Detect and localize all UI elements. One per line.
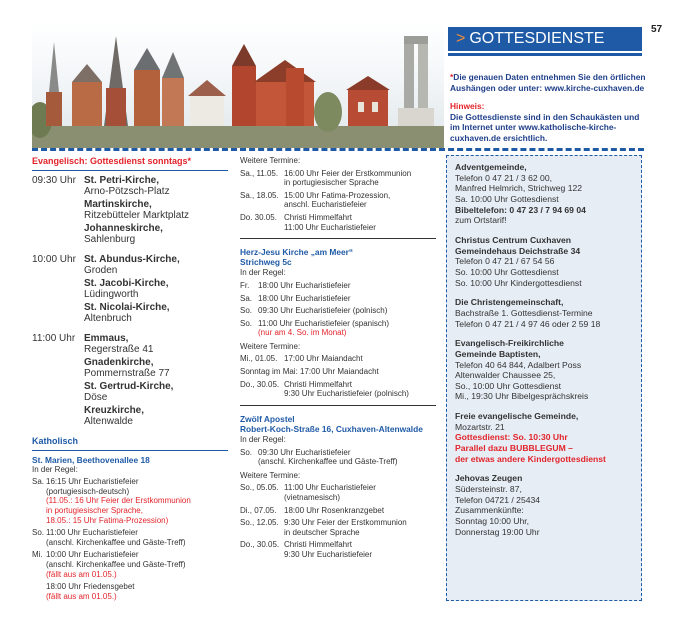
community-line: zum Ortstarif! xyxy=(455,215,507,226)
entry-line: in deutscher Sprache xyxy=(284,527,360,537)
church-name: St. Jacobi-Kirche, xyxy=(84,277,169,289)
divider xyxy=(240,238,436,239)
community-line: Mi., 19:30 Uhr Bibelgesprächskreis xyxy=(455,391,589,402)
entry-day: Di., 07.05. xyxy=(240,505,277,515)
community-line: Parallel dazu BUBBLEGUM – xyxy=(455,443,573,454)
entry-text xyxy=(284,540,436,559)
entry-day: Sa., 18.05. xyxy=(240,190,279,200)
entry-line: (vietnamesisch) xyxy=(284,492,341,502)
community-line: Altenwalder Chaussee 25, xyxy=(455,370,556,381)
entry-line: 16:15 Uhr Eucharistiefeier xyxy=(46,477,139,487)
churches-illustration xyxy=(32,22,444,148)
zwoelf-apostel-name: Zwölf Apostel xyxy=(240,413,295,424)
regel-label: In der Regel: xyxy=(240,435,286,444)
entry-day: So. xyxy=(240,306,253,316)
house xyxy=(190,96,224,126)
herz-jesu-weitere xyxy=(240,354,436,398)
entry-day: Do., 30.05. xyxy=(240,540,280,550)
service-entry xyxy=(240,380,436,399)
church-tower xyxy=(134,70,160,126)
community-block xyxy=(455,411,633,464)
other-communities-box xyxy=(446,155,642,601)
community-line: Telefon 0 47 21 / 67 54 56 xyxy=(455,256,555,267)
entry-note: (nur am 4. So. im Monat) xyxy=(258,328,347,338)
entry-text xyxy=(284,518,436,537)
info-note-text: Die genauen Daten entnehmen Sie den örtlichen Aushängen oder unter: www.kirche-cuxhaven.de xyxy=(450,72,646,93)
entry-line: 9:30 Uhr Feier der Erstkommunion xyxy=(284,518,407,528)
entry-day: Sa. xyxy=(32,477,45,487)
entry-text xyxy=(46,528,228,547)
entry-line: 18:00 Uhr Eucharistiefeier xyxy=(258,293,351,303)
entry-note: (11.05.: 16 Uhr Feier der Erstkommunion xyxy=(46,496,191,506)
entry-text xyxy=(284,354,436,364)
community-line: Mozartstr. 21 xyxy=(455,421,505,432)
entry-line: anschl. Eucharistiefeier xyxy=(284,200,367,210)
community-line: Christus Centrum Cuxhaven xyxy=(455,234,572,245)
entry-day xyxy=(32,582,46,601)
church-name: Gnadenkirche, xyxy=(84,356,154,368)
service-entry xyxy=(240,213,436,232)
entry-text xyxy=(258,294,436,304)
church-name: St. Gertrud-Kirche, xyxy=(84,380,174,392)
entry-line: 17:00 Uhr Maiandacht xyxy=(284,354,363,364)
church-place: Altenbruch xyxy=(84,313,132,325)
entry-note: in portugiesischer Sprache, xyxy=(46,506,143,516)
service-time-group xyxy=(32,175,228,247)
zwoelf-apostel-weitere xyxy=(240,483,436,559)
community-line: Gemeinde Baptisten, xyxy=(455,348,541,359)
church-place: Groden xyxy=(84,265,118,277)
entry-line: (portugiesisch-deutsch) xyxy=(46,486,130,496)
entry-line: in portugiesischer Sprache xyxy=(284,178,379,188)
church-name: Martinskirche, xyxy=(84,198,152,210)
entry-day: Mi. xyxy=(32,550,43,560)
entry-line: Christi Himmelfahrt xyxy=(284,540,353,550)
service-entry xyxy=(240,294,436,304)
church-place: Arno-Pötzsch-Platz xyxy=(84,186,170,198)
service-entry xyxy=(240,540,436,559)
community-line: Telefon 40 64 844, Adalbert Poss xyxy=(455,359,582,370)
entry-text xyxy=(284,483,436,502)
church-name: Kreuzkirche, xyxy=(84,404,145,416)
community-block xyxy=(455,473,633,537)
entry-line: 15:00 Uhr Fatima-Prozession, xyxy=(284,190,391,200)
community-block xyxy=(455,162,633,226)
service-time: 09:30 Uhr xyxy=(32,174,76,186)
church-tower xyxy=(232,66,256,126)
community-block xyxy=(455,338,633,402)
entry-line: 11:00 Uhr Eucharistiefeier xyxy=(46,528,138,538)
community-line: Telefon 0 47 21 / 4 97 46 oder 2 59 18 xyxy=(455,318,601,329)
service-entry xyxy=(240,191,436,210)
church-place: Döse xyxy=(84,392,108,404)
zwoelf-apostel-street: Robert-Koch-Straße 16, Cuxhaven-Altenwalde xyxy=(240,423,423,434)
church-list xyxy=(84,333,228,429)
entry-text xyxy=(379,367,436,377)
st-marien-entries xyxy=(32,477,228,601)
community-block xyxy=(455,235,633,288)
service-entry xyxy=(32,528,228,547)
service-entry xyxy=(32,582,228,601)
service-time-group xyxy=(32,254,228,326)
church-list xyxy=(84,254,228,326)
entry-line: 09:30 Uhr Eucharistiefeier xyxy=(258,447,351,457)
church-place: Ritzebütteler Marktplatz xyxy=(84,210,190,222)
katholisch-title: Katholisch xyxy=(32,435,79,446)
entry-text xyxy=(46,582,228,601)
modern-church xyxy=(348,90,388,126)
entry-line: 18:00 Uhr Rosenkranzgebet xyxy=(284,505,385,515)
entry-day: So. xyxy=(240,447,253,457)
st-marien-name: St. Marien, Beethovenallee 18 xyxy=(32,454,150,465)
hint-note xyxy=(450,101,650,143)
entry-note: (fällt aus am 01.05.) xyxy=(46,591,117,601)
evangelisch-services xyxy=(32,175,228,429)
churches-photo-collage xyxy=(32,22,444,148)
hint-label: Hinweis: xyxy=(450,101,485,111)
church-place: Lüdingworth xyxy=(84,289,139,301)
entry-day: So., 05.05. xyxy=(240,483,279,493)
zwoelf-apostel-entries xyxy=(240,448,436,467)
church-name: St. Abundus-Kirche, xyxy=(84,253,180,265)
column-evangelisch xyxy=(32,156,228,604)
herz-jesu-entries xyxy=(240,281,436,338)
weitere-termine-label: Weitere Termine: xyxy=(240,341,301,351)
service-entry xyxy=(240,367,436,377)
entry-text xyxy=(46,477,228,525)
church-name: Johanneskirche, xyxy=(84,222,163,234)
entry-line: (anschl. Kirchenkaffee und Gäste-Treff) xyxy=(46,560,186,570)
service-time: 11:00 Uhr xyxy=(32,332,76,344)
hint-text: Die Gottesdienste sind in den Schaukästen und im Internet unter www.katholische-kirche-cuxhaven.de ersichtlich. xyxy=(450,111,640,143)
community-line: Gottesdienst: So. 10:30 Uhr xyxy=(455,432,568,443)
community-line: Bachstraße 1. Gottesdienst-Termine xyxy=(455,307,593,318)
church-place: Pommernstraße 77 xyxy=(84,368,170,380)
community-line: So. 10:00 Uhr Gottesdienst xyxy=(455,266,559,277)
entry-text xyxy=(284,380,436,399)
community-line: Bibeltelefon: 0 47 23 / 7 94 69 04 xyxy=(455,204,586,215)
herz-jesu-name: Herz-Jesu Kirche „am Meer“ xyxy=(240,247,354,258)
entry-day: Sa. xyxy=(240,293,253,303)
service-entry xyxy=(32,477,228,525)
page-number: 57 xyxy=(651,24,663,35)
entry-line: 10:00 Uhr Eucharistiefeier xyxy=(46,550,139,560)
entry-line: 11:00 Uhr Eucharistiefeier (spanisch) xyxy=(258,318,390,328)
entry-day: Do. 30.05. xyxy=(240,212,277,222)
entry-line: Christi Himmelfahrt xyxy=(284,379,353,389)
entry-line: 9:30 Uhr Eucharistiefeier xyxy=(284,549,373,559)
entry-text xyxy=(258,319,436,338)
church-name: St. Petri-Kirche, xyxy=(84,174,160,186)
entry-line: 16:00 Uhr Feier der Erstkommunion xyxy=(284,168,412,178)
divider xyxy=(240,405,436,406)
entry-day: Do., 30.05. xyxy=(240,379,280,389)
section-title: GOTTESDIENSTE xyxy=(469,30,605,47)
community-line: Südersteinstr. 87, xyxy=(455,484,522,495)
church-place: Sahlenburg xyxy=(84,234,136,246)
regel-label: In der Regel: xyxy=(32,464,78,474)
regel-label: In der Regel: xyxy=(240,268,286,278)
entry-text xyxy=(258,306,436,316)
tree xyxy=(314,92,342,132)
community-line: Manfred Helmrich, Strichweg 122 xyxy=(455,183,583,194)
header-rule xyxy=(448,53,642,56)
entry-text xyxy=(284,191,436,210)
community-line: Telefon 04721 / 25434 xyxy=(455,494,541,505)
community-block xyxy=(455,297,633,329)
entry-line: 18:00 Uhr Friedensgebet xyxy=(46,582,135,592)
entry-day: So. xyxy=(240,318,253,328)
service-entry xyxy=(240,169,436,188)
entry-line: Christi Himmelfahrt xyxy=(284,212,353,222)
service-entry xyxy=(240,281,436,291)
community-line: der etwas andere Kindergottesdienst xyxy=(455,453,606,464)
dashed-divider xyxy=(32,148,644,151)
entry-day: So. xyxy=(32,528,45,538)
church-nave xyxy=(256,82,314,126)
church-name: St. Nicolai-Kirche, xyxy=(84,301,170,313)
weitere-termine-label: Weitere Termine: xyxy=(240,156,301,165)
community-line: Sa. 10:00 Uhr Gottesdienst xyxy=(455,193,559,204)
community-line: Adventgemeinde, xyxy=(455,162,527,172)
entry-text xyxy=(284,506,436,516)
service-entry xyxy=(240,319,436,338)
herz-jesu-street: Strichweg 5c xyxy=(240,257,292,268)
entry-text xyxy=(284,213,436,232)
weitere-termine-label: Weitere Termine: xyxy=(240,470,301,480)
entry-day: Sonntag im Mai: 17:00 Uhr Maiandacht xyxy=(240,367,379,377)
entry-line: (anschl. Kirchenkaffee und Gäste-Treff) xyxy=(258,457,398,467)
entry-day: Fr. xyxy=(240,280,250,290)
community-line: Zusammenkünfte: xyxy=(455,505,524,516)
service-time-group xyxy=(32,333,228,429)
community-line: Freie evangelische Gemeinde, xyxy=(455,411,579,422)
church-place: Altenwalde xyxy=(84,416,133,428)
community-line: Sonntag 10:00 Uhr, xyxy=(455,516,530,527)
column-katholisch-continued xyxy=(240,156,436,563)
community-line: So. 10:00 Uhr Kindergottesdienst xyxy=(455,277,582,288)
entry-text xyxy=(46,550,228,579)
church-list xyxy=(84,175,228,247)
entry-line: (anschl. Kirchenkaffee und Gäste-Treff) xyxy=(46,537,186,547)
entry-line: 11:00 Uhr Eucharistiefeier xyxy=(284,483,376,493)
entry-note: 18.05.: 15 Uhr Fatima-Prozession) xyxy=(46,515,169,525)
service-entry xyxy=(240,448,436,467)
community-line: Die Christengemeinschaft, xyxy=(455,297,564,308)
divider xyxy=(32,450,228,451)
service-entry xyxy=(240,306,436,316)
chevron-right-icon: > xyxy=(456,30,466,47)
info-note: *Die genauen Daten entnehmen Sie den örtlichen Aushängen oder unter: www.kirche-cuxhaven.de xyxy=(450,72,646,93)
entry-line: 9:30 Uhr Eucharistiefeier (polnisch) xyxy=(284,389,409,399)
community-line: So., 10:00 Uhr Gottesdienst xyxy=(455,380,562,391)
entry-text xyxy=(258,281,436,291)
community-line: Gemeindehaus Deichstraße 34 xyxy=(455,245,581,256)
church-place: Regerstraße 41 xyxy=(84,344,154,356)
section-header xyxy=(448,27,642,51)
entry-text xyxy=(284,169,436,188)
community-line: Jehovas Zeugen xyxy=(455,473,523,484)
entry-day: Sa., 11.05. xyxy=(240,168,279,178)
entry-day: So., 12.05. xyxy=(240,518,279,528)
service-entry xyxy=(32,550,228,579)
entry-line: 11:00 Uhr Eucharistiefeier xyxy=(284,222,376,232)
entry-note: (fällt aus am 01.05.) xyxy=(46,569,117,579)
service-entry xyxy=(240,518,436,537)
community-line: Telefon 0 47 21 / 3 62 00, xyxy=(455,172,552,183)
weitere-termine-list xyxy=(240,169,436,233)
community-line: Evangelisch-Freikirchliche xyxy=(455,338,564,349)
service-entry xyxy=(240,483,436,502)
entry-line: 09:30 Uhr Eucharistiefeier (polnisch) xyxy=(258,306,388,316)
entry-day: Mi., 01.05. xyxy=(240,354,278,364)
evangelisch-title: Evangelisch: Gottesdienst sonntags* xyxy=(32,156,192,166)
entry-line: 18:00 Uhr Eucharistiefeier xyxy=(258,280,351,290)
community-line: Donnerstag 19:00 Uhr xyxy=(455,526,540,537)
service-entry xyxy=(240,354,436,364)
service-entry xyxy=(240,506,436,516)
divider xyxy=(32,170,228,171)
church-name: Emmaus, xyxy=(84,332,129,344)
church-tower xyxy=(46,92,62,126)
service-time: 10:00 Uhr xyxy=(32,253,76,265)
ground xyxy=(32,126,444,148)
church-building xyxy=(72,82,102,126)
entry-text xyxy=(258,448,436,467)
